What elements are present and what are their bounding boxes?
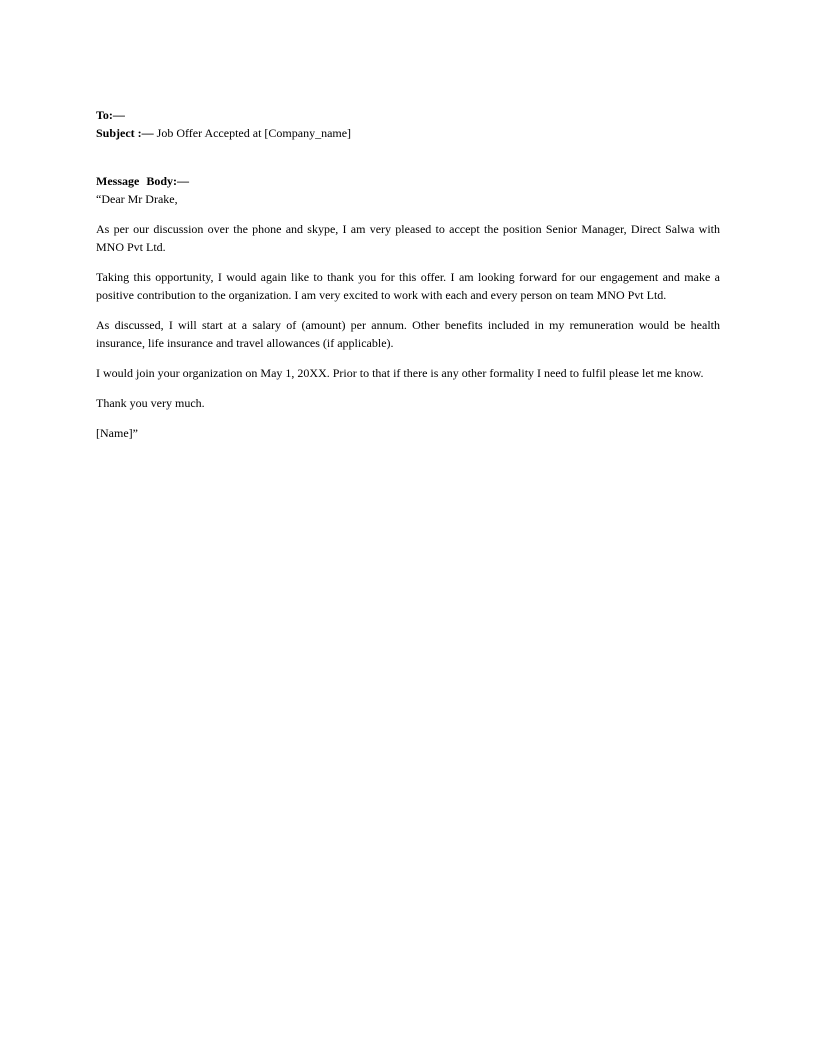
subject-line bbox=[96, 124, 720, 142]
paragraph-salary: As discussed, I will start at a salary of (amount) per annum. Other benefits included in my remuneration would be health insurance, life insurance and travel allowances (if applicable). bbox=[96, 318, 720, 350]
salutation: “Dear Mr Drake, bbox=[96, 192, 178, 206]
letter-body bbox=[96, 106, 720, 442]
paragraph-joining-date: I would join your organization on May 1, 20XX. Prior to that if there is any other formality I need to fulfil please let me know. bbox=[96, 366, 704, 380]
paragraph-thanks: Taking this opportunity, I would again like to thank you for this offer. I am looking forward for our engagement and make a positive contribution to the organization. I am very excited to work with each and every person on team MNO Pvt Ltd. bbox=[96, 270, 720, 302]
subject-label: Subject :— bbox=[96, 126, 154, 140]
paragraph-acceptance: As per our discussion over the phone and skype, I am very pleased to accept the position Senior Manager, Direct Salwa with MNO Pvt Ltd. bbox=[96, 222, 720, 254]
signature-placeholder: [Name]” bbox=[96, 426, 138, 440]
to-line bbox=[96, 106, 720, 124]
message-body-line bbox=[96, 172, 720, 190]
closing-line: Thank you very much. bbox=[96, 396, 205, 410]
subject-text: Job Offer Accepted at [Company_name] bbox=[153, 126, 352, 140]
message-body-label: Message Body:— bbox=[96, 174, 189, 188]
to-label: To:— bbox=[96, 108, 125, 122]
